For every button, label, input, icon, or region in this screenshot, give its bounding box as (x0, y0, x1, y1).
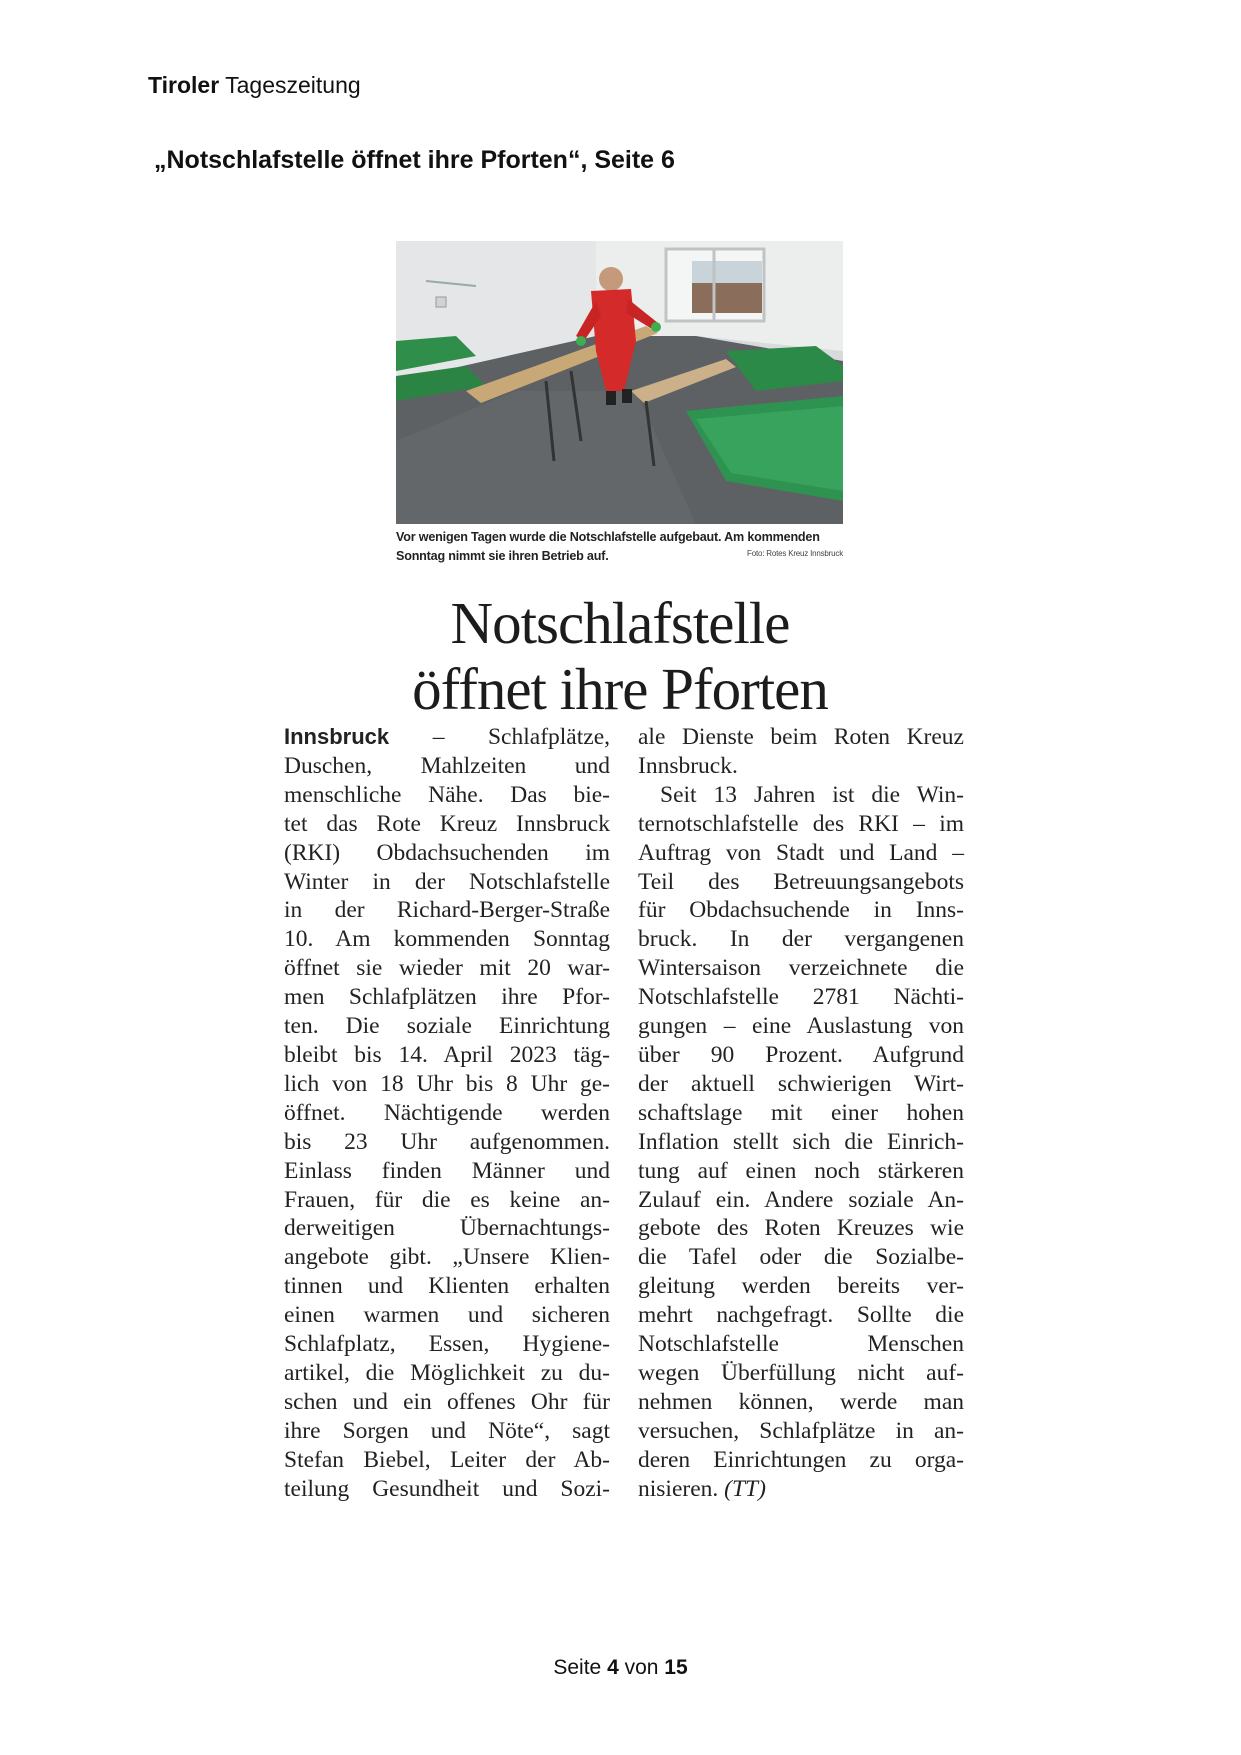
article-line: ihre Sorgen und Nöte“, sagt (284, 1417, 610, 1444)
article-line: tet das Rote Kreuz Innsbruck (284, 810, 610, 837)
article-line: tung auf einen noch stärkeren (638, 1157, 964, 1184)
article-line: Duschen, Mahlzeiten und (284, 752, 610, 779)
article-line: mehrt nachgefragt. Sollte die (638, 1302, 964, 1329)
article-line: schaftslage mit einer hohen (638, 1099, 964, 1126)
footer-prefix: Seite (553, 1656, 602, 1679)
photo-caption (396, 528, 843, 566)
article-line: für Obdachsuchende in Inns- (638, 897, 964, 924)
article-line: der aktuell schwierigen Wirt- (638, 1070, 964, 1097)
article-line: deren Einrichtungen zu orga- (638, 1446, 964, 1473)
article-line: menschliche Nähe. Das bie- (284, 781, 610, 808)
article-line: öffnet. Nächtigende werden (284, 1099, 610, 1126)
article-line: angebote gibt. „Unsere Klien- (284, 1244, 610, 1271)
article-line: Winter in der Notschlafstelle (284, 868, 610, 895)
article-line: 10. Am kommenden Sonntag (284, 926, 610, 953)
article-line: Teil des Betreuungsangebots (638, 868, 964, 895)
article-line: teilung Gesundheit und Sozi- (284, 1475, 610, 1502)
article-line: einen warmen und sicheren (284, 1302, 610, 1329)
article-line: Notschlafstelle 2781 Nächti- (638, 984, 964, 1011)
article-dateline: Innsbruck (284, 724, 390, 749)
article-line: wegen Überfüllung nicht auf- (638, 1359, 964, 1386)
footer-middle: von (624, 1656, 659, 1679)
article-line: gungen – eine Auslastung von (638, 1013, 964, 1040)
article-line: Stefan Biebel, Leiter der Ab- (284, 1446, 610, 1473)
footer-page-number: 4 (607, 1656, 619, 1679)
source-name-regular: Tageszeitung (225, 72, 361, 98)
article-line: bis 23 Uhr aufgenommen. (284, 1128, 610, 1155)
article-line: Seit 13 Jahren ist die Win- (660, 781, 964, 808)
article-column-right (638, 723, 964, 1503)
article-line: Frauen, für die es keine an- (284, 1186, 610, 1213)
article-column-left (284, 723, 610, 1503)
clip-title: „Notschlafstelle öffnet ihre Pforten“, Seite 6 (154, 146, 675, 174)
photo-illustration (396, 241, 843, 524)
article-line: Wintersaison verzeichnete die (638, 955, 964, 982)
article-line: derweitigen Übernachtungs- (284, 1215, 610, 1242)
article-line: ten. Die soziale Einrichtung (284, 1013, 610, 1040)
headline-line-1: Notschlafstelle (450, 590, 790, 656)
article-line: nisieren. (TT) (638, 1475, 766, 1502)
article-line: Innsbruck. (638, 752, 738, 779)
article-line: Einlass finden Männer und (284, 1157, 610, 1184)
article-line: versuchen, Schlafplätze in an- (638, 1417, 964, 1444)
caption-line-2: Sonntag nimmt sie ihren Betrieb auf. (396, 549, 609, 563)
article-line: nehmen können, werde man (638, 1388, 964, 1415)
article-line: Innsbruck – Schlafplätze, (284, 724, 610, 750)
article-line: gebote des Roten Kreuzes wie (638, 1215, 964, 1242)
article-line: Schlafplatz, Essen, Hygiene- (284, 1331, 610, 1358)
article-signature: (TT) (724, 1475, 766, 1502)
headline-line-2: öffnet ihre Pforten (412, 656, 828, 722)
article-line: gleitung werden bereits ver- (638, 1273, 964, 1300)
source-name-bold: Tiroler (148, 72, 220, 98)
article-line: bleibt bis 14. April 2023 täg- (284, 1041, 610, 1068)
article-line: öffnet sie wieder mit 20 war- (284, 955, 610, 982)
page-footer (0, 1656, 1241, 1680)
article-headline (280, 590, 960, 722)
caption-line-1: Vor wenigen Tagen wurde die Notschlafstelle aufgebaut. Am kommenden (396, 530, 820, 544)
article-line: ale Dienste beim Roten Kreuz (638, 724, 964, 750)
article-photo (396, 241, 843, 524)
article-line: die Tafel oder die Sozialbe- (638, 1244, 964, 1271)
footer-page-total: 15 (664, 1656, 688, 1679)
article-line: bruck. In der vergangenen (638, 926, 964, 953)
article-line: (RKI) Obdachsuchenden im (284, 839, 610, 866)
photo-credit: Foto: Rotes Kreuz Innsbruck (747, 549, 843, 558)
article-line: artikel, die Möglichkeit zu du- (284, 1359, 610, 1386)
article-line: tinnen und Klienten erhalten (284, 1273, 610, 1300)
article-line: lich von 18 Uhr bis 8 Uhr ge- (284, 1070, 610, 1097)
source-header (148, 72, 361, 99)
article-line: Zulauf ein. Andere soziale An- (638, 1186, 964, 1213)
article-line: men Schlafplätzen ihre Pfor- (284, 984, 610, 1011)
article-line: schen und ein offenes Ohr für (284, 1388, 610, 1415)
article-line: Inflation stellt sich die Einrich- (638, 1128, 964, 1155)
article-line: ternotschlafstelle des RKI – im (638, 810, 964, 837)
article-line: über 90 Prozent. Aufgrund (638, 1041, 964, 1068)
article-line: in der Richard-Berger-Straße (284, 897, 610, 924)
article-line: Auftrag von Stadt und Land – (638, 839, 964, 866)
article-line: Notschlafstelle Menschen (638, 1331, 964, 1358)
